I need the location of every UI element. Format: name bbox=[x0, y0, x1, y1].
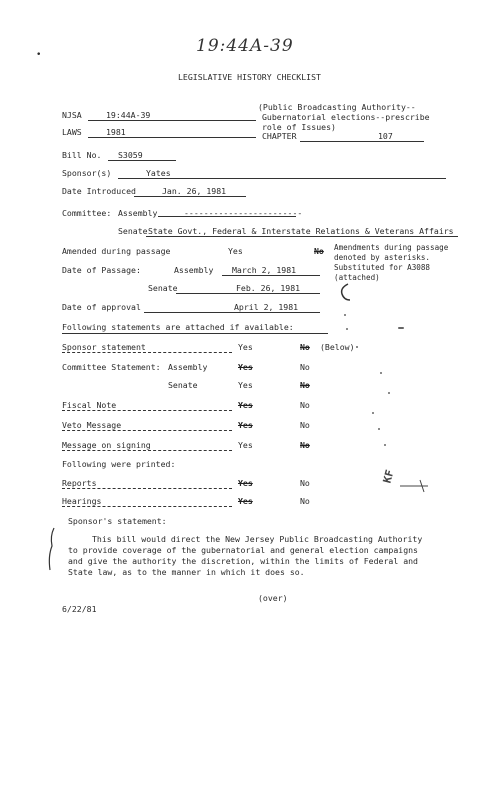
scan-dot bbox=[346, 328, 348, 330]
fiscal-note-label: Fiscal Note bbox=[62, 400, 117, 410]
stamp-mark-top bbox=[338, 282, 352, 304]
margin-bracket-mark bbox=[46, 526, 58, 574]
passage-assembly-label: Assembly bbox=[174, 265, 214, 275]
passage-senate-label: Senate bbox=[148, 283, 178, 293]
message-signing-no: No bbox=[300, 440, 310, 450]
passage-assembly-underline bbox=[222, 275, 320, 276]
committee-assembly-no: No bbox=[300, 362, 310, 372]
message-signing-underline bbox=[62, 450, 232, 451]
over-note: (over) bbox=[258, 593, 288, 603]
reports-no: No bbox=[300, 478, 310, 488]
bill-value: S3059 bbox=[118, 150, 143, 160]
committee-senate-yes: Yes bbox=[238, 380, 253, 390]
date-introduced-value: Jan. 26, 1981 bbox=[162, 186, 227, 196]
veto-message-no: No bbox=[300, 420, 310, 430]
subject-line-2: Gubernatorial elections--prescribe bbox=[262, 112, 430, 122]
date-introduced-label: Date Introduced bbox=[62, 186, 136, 196]
message-signing-label: Message on signing bbox=[62, 440, 151, 450]
sponsor-value: Yates bbox=[146, 168, 171, 178]
sponsor-statement-note: (Below) bbox=[320, 342, 355, 352]
bill-underline bbox=[108, 160, 176, 161]
fiscal-note-no: No bbox=[300, 400, 310, 410]
chapter-underline bbox=[300, 141, 424, 142]
chapter-label: CHAPTER bbox=[262, 131, 297, 141]
margin-mark: • bbox=[36, 50, 42, 60]
amended-label: Amended during passage bbox=[62, 246, 171, 256]
reports-label: Reports bbox=[62, 478, 97, 488]
committee-statement-senate: Senate bbox=[168, 380, 198, 390]
statement-line-1: This bill would direct the New Jersey Public Broadcasting Authority bbox=[92, 534, 423, 544]
fiscal-note-yes: Yes bbox=[238, 400, 253, 410]
scan-dot bbox=[344, 314, 346, 316]
statement-line-3: and give the authority the discretion, within the limits of Federal and bbox=[68, 556, 418, 566]
statements-header: Following statements are attached if available: bbox=[62, 322, 294, 332]
amended-note-1: Amendments during passage bbox=[334, 243, 449, 252]
laws-label: LAWS bbox=[62, 127, 82, 137]
bill-label: Bill No. bbox=[62, 150, 102, 160]
committee-assembly-yes: Yes bbox=[238, 362, 253, 372]
printed-header: Following were printed: bbox=[62, 459, 176, 469]
committee-statement-label: Committee Statement: bbox=[62, 362, 161, 372]
committee-senate-label: Senate bbox=[118, 226, 148, 236]
margin-stamp: KF bbox=[380, 468, 397, 485]
amended-note-2: denoted by asterisks. bbox=[334, 253, 431, 262]
subject-line-3: role of Issues) bbox=[262, 122, 336, 132]
hearings-no: No bbox=[300, 496, 310, 506]
scan-dot bbox=[388, 392, 390, 394]
scan-dot bbox=[380, 372, 382, 374]
committee-senate-no: No bbox=[300, 380, 310, 390]
approval-underline bbox=[144, 312, 320, 313]
veto-message-label: Veto Message bbox=[62, 420, 122, 430]
fiscal-note-underline bbox=[62, 410, 232, 411]
amended-note-3: Substituted for A3088 bbox=[334, 263, 431, 272]
scan-dot bbox=[398, 327, 404, 329]
committee-assembly-value: ------------------------ bbox=[184, 208, 303, 218]
sponsor-statement-no: No bbox=[300, 342, 310, 352]
hearings-underline bbox=[62, 506, 232, 507]
committee-assembly-underline bbox=[158, 216, 296, 217]
passage-label: Date of Passage: bbox=[62, 265, 141, 275]
message-signing-yes: Yes bbox=[238, 440, 253, 450]
committee-senate-value: State Govt., Federal & Interstate Relations & Veterans Affairs bbox=[148, 226, 454, 236]
margin-scribble bbox=[398, 476, 444, 494]
amended-no: No bbox=[314, 246, 324, 256]
passage-senate-value: Feb. 26, 1981 bbox=[236, 283, 301, 293]
njsa-underline bbox=[88, 120, 256, 121]
passage-senate-underline bbox=[176, 293, 320, 294]
approval-value: April 2, 1981 bbox=[234, 302, 299, 312]
scan-dot bbox=[378, 428, 380, 430]
approval-label: Date of approval bbox=[62, 302, 141, 312]
scan-dot bbox=[384, 444, 386, 446]
committee-statement-assembly: Assembly bbox=[168, 362, 208, 372]
amended-yes: Yes bbox=[228, 246, 243, 256]
statement-line-2: to provide coverage of the gubernatorial and general election campaigns bbox=[68, 545, 418, 555]
hearings-yes: Yes bbox=[238, 496, 253, 506]
sponsor-statement-header: Sponsor's statement: bbox=[68, 516, 167, 526]
sponsor-statement-label: Sponsor statement bbox=[62, 342, 146, 352]
reports-yes: Yes bbox=[238, 478, 253, 488]
veto-message-underline bbox=[62, 430, 232, 431]
njsa-value: 19:44A-39 bbox=[106, 110, 151, 120]
subject-line-1: (Public Broadcasting Authority-- bbox=[258, 102, 416, 112]
laws-value: 1981 bbox=[106, 127, 126, 137]
date-introduced-underline bbox=[134, 196, 246, 197]
committee-senate-underline bbox=[146, 236, 458, 237]
laws-underline bbox=[88, 137, 256, 138]
statement-line-4: State law, as to the manner in which it does so. bbox=[68, 567, 305, 577]
sponsor-statement-underline bbox=[62, 352, 232, 353]
statements-header-underline bbox=[62, 333, 328, 334]
amended-note-4: (attached) bbox=[334, 273, 380, 282]
scan-dot bbox=[372, 412, 374, 414]
passage-assembly-value: March 2, 1981 bbox=[232, 265, 297, 275]
page-title: LEGISLATIVE HISTORY CHECKLIST bbox=[178, 72, 321, 82]
footer-date: 6/22/81 bbox=[62, 604, 97, 614]
sponsor-underline bbox=[118, 178, 446, 179]
committee-assembly-label: Assembly bbox=[118, 208, 158, 218]
hearings-label: Hearings bbox=[62, 496, 102, 506]
committee-label: Committee: bbox=[62, 208, 112, 218]
chapter-value: 107 bbox=[378, 131, 393, 141]
veto-message-yes: Yes bbox=[238, 420, 253, 430]
sponsor-label: Sponsor(s) bbox=[62, 168, 112, 178]
handwritten-header: 19:44A-39 bbox=[196, 36, 294, 56]
njsa-label: NJSA bbox=[62, 110, 82, 120]
scan-dot bbox=[356, 346, 358, 348]
reports-underline bbox=[62, 488, 232, 489]
sponsor-statement-yes: Yes bbox=[238, 342, 253, 352]
